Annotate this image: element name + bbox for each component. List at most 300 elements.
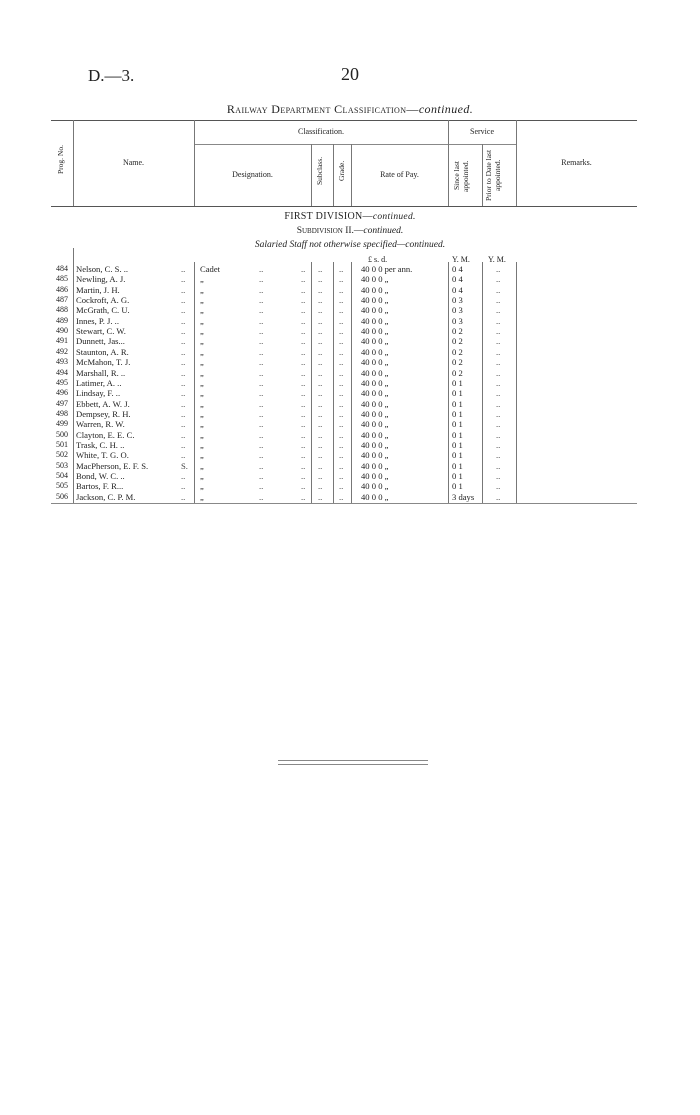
since-last-appointed: 0 4: [452, 274, 463, 285]
table-row: [0, 295, 700, 305]
staff-name: Stewart, C. W.: [76, 326, 126, 337]
staff-name: Dempsey, R. H.: [76, 408, 131, 419]
designation: „: [200, 439, 204, 450]
col-header-rate-of-pay: Rate of Pay.: [380, 170, 419, 179]
designation: „: [200, 460, 204, 471]
staff-name: Warren, R. W.: [76, 419, 125, 430]
grade-leader: ..: [339, 274, 344, 285]
rate-of-pay: 40 0 0 „: [361, 398, 389, 409]
grade-leader: ..: [339, 481, 344, 492]
division-heading: [0, 211, 700, 222]
rate-of-pay: 40 0 0 „: [361, 419, 389, 430]
since-last-appointed: 3 days: [452, 491, 475, 502]
designation-leader: ..: [301, 460, 306, 471]
staff-name: Nelson, C. S. ..: [76, 264, 129, 274]
col-header-designation: Designation.: [232, 170, 273, 179]
name-leader: ..: [181, 346, 186, 357]
prog-no: 492: [56, 346, 68, 356]
col-divider: [311, 144, 312, 206]
prior-to-date: ..: [496, 419, 501, 430]
designation-leader: ..: [259, 450, 264, 461]
designation: „: [200, 450, 204, 461]
designation-leader: ..: [259, 357, 264, 368]
header-top-rule: [51, 120, 637, 121]
designation-leader: ..: [259, 388, 264, 399]
prog-no: 494: [56, 367, 68, 377]
name-leader: ..: [181, 305, 186, 316]
designation: „: [200, 481, 204, 492]
designation-leader: ..: [301, 408, 306, 419]
designation-leader: ..: [301, 429, 306, 440]
subclass-leader: ..: [318, 367, 323, 378]
prior-to-date: ..: [496, 439, 501, 450]
rate-of-pay: 40 0 0 „: [361, 336, 389, 347]
prior-to-date: ..: [496, 429, 501, 440]
grade-leader: ..: [339, 419, 344, 430]
subclass-leader: ..: [318, 429, 323, 440]
col-header-classification: Classification.: [298, 127, 344, 136]
prior-to-date: ..: [496, 377, 501, 388]
rate-of-pay: 40 0 0 „: [361, 357, 389, 368]
staff-name: White, T. G. O.: [76, 450, 129, 461]
table-row: [0, 378, 700, 388]
rate-of-pay: 40 0 0 „: [361, 439, 389, 450]
since-units: Y. M.: [452, 255, 470, 264]
prior-to-date: ..: [496, 471, 501, 481]
table-row: [0, 450, 700, 460]
grade-leader: ..: [339, 315, 344, 326]
designation-leader: ..: [301, 398, 306, 409]
name-leader: S.: [181, 460, 188, 471]
table-row: [0, 430, 700, 440]
staff-name: Newling, A. J.: [76, 274, 126, 285]
designation-leader: ..: [301, 419, 306, 430]
prog-no: 493: [56, 357, 68, 367]
rate-of-pay: 40 0 0 „: [361, 460, 389, 471]
name-leader: ..: [181, 357, 186, 368]
designation-leader: ..: [259, 315, 264, 326]
rate-of-pay: 40 0 0 per ann.: [361, 264, 413, 274]
since-last-appointed: 0 1: [452, 450, 463, 461]
prior-to-date: ..: [496, 491, 501, 502]
page-number: 20: [341, 64, 359, 84]
designation: „: [200, 471, 204, 481]
subclass-leader: ..: [318, 398, 323, 409]
staff-name: Clayton, E. E. C.: [76, 429, 135, 440]
designation-leader: ..: [259, 274, 264, 285]
grade-leader: ..: [339, 429, 344, 440]
staff-name: Martin, J. H.: [76, 284, 120, 295]
subclass-leader: ..: [318, 346, 323, 357]
rate-of-pay: 40 0 0 „: [361, 481, 389, 492]
subclass-leader: ..: [318, 377, 323, 388]
designation-leader: ..: [259, 429, 264, 440]
since-last-appointed: 0 1: [452, 408, 463, 419]
designation-leader: ..: [259, 481, 264, 492]
grade-leader: ..: [339, 439, 344, 450]
designation-leader: ..: [259, 336, 264, 347]
subclass-leader: ..: [318, 388, 323, 399]
designation: Cadet: [200, 264, 221, 274]
grade-leader: ..: [339, 326, 344, 337]
prior-to-date: ..: [496, 305, 501, 316]
table-bottom-rule: [51, 503, 637, 504]
prior-to-date: ..: [496, 315, 501, 326]
rate-of-pay: 40 0 0 „: [361, 408, 389, 419]
grade-leader: ..: [339, 491, 344, 502]
rate-of-pay: 40 0 0 „: [361, 305, 389, 316]
designation: „: [200, 284, 204, 295]
prior-to-date: ..: [496, 481, 501, 492]
designation-leader: ..: [301, 346, 306, 357]
since-last-appointed: 0 3: [452, 315, 463, 326]
subclass-leader: ..: [318, 439, 323, 450]
designation-leader: ..: [301, 274, 306, 285]
prog-no: 489: [56, 315, 68, 325]
designation-leader: ..: [259, 408, 264, 419]
staff-name: Bartos, F. R...: [76, 481, 124, 492]
table-row: [0, 471, 700, 481]
subclass-leader: ..: [318, 264, 323, 274]
prior-to-date: ..: [496, 326, 501, 337]
prior-to-date: ..: [496, 274, 501, 285]
col-header-prog-no: Prog. No.: [56, 145, 65, 175]
prog-no: 503: [56, 460, 68, 470]
name-leader: ..: [181, 481, 186, 492]
prog-no: 484: [56, 264, 68, 273]
rate-of-pay: 40 0 0 „: [361, 367, 389, 378]
designation-leader: ..: [259, 419, 264, 430]
grade-leader: ..: [339, 367, 344, 378]
designation: „: [200, 429, 204, 440]
grade-leader: ..: [339, 264, 344, 274]
grade-leader: ..: [339, 346, 344, 357]
rate-of-pay: 40 0 0 „: [361, 274, 389, 285]
subclass-leader: ..: [318, 357, 323, 368]
designation: „: [200, 326, 204, 337]
name-leader: ..: [181, 398, 186, 409]
name-leader: ..: [181, 336, 186, 347]
staff-name: McGrath, C. U.: [76, 305, 130, 316]
prior-to-date: ..: [496, 398, 501, 409]
designation: „: [200, 419, 204, 430]
rate-of-pay: 40 0 0 „: [361, 388, 389, 399]
col-header-subclass: Subclass.: [315, 156, 324, 186]
since-last-appointed: 0 2: [452, 326, 463, 337]
subclass-leader: ..: [318, 460, 323, 471]
since-last-appointed: 0 1: [452, 388, 463, 399]
designation: „: [200, 295, 204, 306]
staff-name: Cockroft, A. G.: [76, 295, 130, 306]
staff-name: Dunnett, Jas...: [76, 336, 125, 347]
name-leader: ..: [181, 471, 186, 481]
name-leader: ..: [181, 367, 186, 378]
since-last-appointed: 0 2: [452, 336, 463, 347]
grade-leader: ..: [339, 398, 344, 409]
classification-rule: [194, 144, 516, 145]
designation: „: [200, 367, 204, 378]
designation-leader: ..: [259, 326, 264, 337]
grade-leader: ..: [339, 336, 344, 347]
name-leader: ..: [181, 295, 186, 306]
designation-leader: ..: [259, 264, 264, 274]
prog-no: 491: [56, 336, 68, 346]
prior-to-date: ..: [496, 295, 501, 306]
rate-of-pay: 40 0 0 „: [361, 346, 389, 357]
grade-leader: ..: [339, 408, 344, 419]
prior-to-date: ..: [496, 284, 501, 295]
rate-of-pay: 40 0 0 „: [361, 471, 389, 481]
prog-no: 504: [56, 471, 68, 480]
designation-leader: ..: [259, 491, 264, 502]
name-leader: ..: [181, 491, 186, 502]
designation-leader: ..: [259, 460, 264, 471]
subdivision-heading: [0, 226, 700, 236]
col-divider: [482, 144, 483, 206]
designation-leader: ..: [301, 326, 306, 337]
rate-of-pay: 40 0 0 „: [361, 429, 389, 440]
rate-of-pay: 40 0 0 „: [361, 491, 389, 502]
prog-no: 485: [56, 274, 68, 284]
grade-leader: ..: [339, 284, 344, 295]
pay-units: £ s. d.: [368, 255, 388, 264]
since-last-appointed: 0 1: [452, 481, 463, 492]
table-row: [0, 316, 700, 326]
rate-of-pay: 40 0 0 „: [361, 450, 389, 461]
grade-leader: ..: [339, 471, 344, 481]
name-leader: ..: [181, 274, 186, 285]
designation-leader: ..: [301, 284, 306, 295]
prog-no: 505: [56, 481, 68, 491]
designation-leader: ..: [301, 367, 306, 378]
name-leader: ..: [181, 377, 186, 388]
designation-leader: ..: [259, 398, 264, 409]
designation-leader: ..: [301, 336, 306, 347]
table-row: [0, 357, 700, 367]
prior-to-date: ..: [496, 408, 501, 419]
rate-of-pay: 40 0 0 „: [361, 295, 389, 306]
prog-no: 495: [56, 377, 68, 387]
staff-name: Marshall, R. ..: [76, 367, 126, 378]
table-row: [0, 492, 700, 502]
since-last-appointed: 0 2: [452, 357, 463, 368]
table-row: [0, 461, 700, 471]
col-header-service: Service: [470, 127, 494, 136]
staff-name: Latimer, A. ..: [76, 377, 122, 388]
staff-name: Bond, W. C. ..: [76, 471, 125, 481]
subclass-leader: ..: [318, 336, 323, 347]
designation: „: [200, 491, 204, 502]
prior-to-date: ..: [496, 460, 501, 471]
designation-leader: ..: [259, 367, 264, 378]
division-name: FIRST DIVISION—: [284, 211, 373, 222]
end-rule: [278, 764, 428, 765]
designation-leader: ..: [301, 264, 306, 274]
designation: „: [200, 398, 204, 409]
subdivision-continued: continued.: [363, 226, 404, 236]
table-row: [0, 305, 700, 315]
designation-leader: ..: [259, 284, 264, 295]
table-row: [0, 285, 700, 295]
staff-name: MacPherson, E. F. S.: [76, 460, 149, 471]
grade-leader: ..: [339, 388, 344, 399]
designation-leader: ..: [301, 450, 306, 461]
grade-leader: ..: [339, 305, 344, 316]
title-main: Railway Department Classification—: [226, 102, 419, 116]
col-header-remarks: Remarks.: [561, 158, 592, 167]
col-header-name: Name.: [122, 158, 145, 167]
designation-leader: ..: [259, 295, 264, 306]
prog-no: 499: [56, 419, 68, 429]
col-header-prior-to-date: Prior to Date last appointed.: [484, 149, 502, 201]
name-leader: ..: [181, 284, 186, 295]
col-header-grade: Grade.: [337, 160, 346, 182]
name-leader: ..: [181, 450, 186, 461]
rate-of-pay: 40 0 0 „: [361, 315, 389, 326]
prior-to-date: ..: [496, 450, 501, 461]
designation: „: [200, 305, 204, 316]
designation-leader: ..: [301, 377, 306, 388]
prior-to-date: ..: [496, 357, 501, 368]
grade-leader: ..: [339, 450, 344, 461]
table-row: [0, 326, 700, 336]
table-row: [0, 440, 700, 450]
prog-no: 498: [56, 408, 68, 418]
staff-name: Ebbett, A. W. J.: [76, 398, 130, 409]
prog-no: 490: [56, 326, 68, 336]
table-row: [0, 347, 700, 357]
page-reference: D.—3.: [88, 66, 135, 85]
prog-no: 486: [56, 284, 68, 294]
designation: „: [200, 346, 204, 357]
since-last-appointed: 0 1: [452, 460, 463, 471]
name-leader: ..: [181, 326, 186, 337]
col-header-since-last: Since last appointed.: [452, 160, 470, 192]
grade-leader: ..: [339, 357, 344, 368]
staff-name: Lindsay, F. ..: [76, 388, 121, 399]
subclass-leader: ..: [318, 491, 323, 502]
prior-to-date: ..: [496, 367, 501, 378]
table-row: [0, 388, 700, 398]
designation-leader: ..: [301, 315, 306, 326]
designation-leader: ..: [259, 346, 264, 357]
designation-leader: ..: [301, 439, 306, 450]
designation-leader: ..: [301, 305, 306, 316]
prog-no: 488: [56, 305, 68, 315]
subclass-leader: ..: [318, 408, 323, 419]
prior-to-date: ..: [496, 264, 501, 274]
subclass-leader: ..: [318, 295, 323, 306]
since-last-appointed: 0 3: [452, 305, 463, 316]
prog-no: 502: [56, 450, 68, 460]
staff-name: Staunton, A. R.: [76, 346, 129, 357]
subclass-leader: ..: [318, 284, 323, 295]
designation-leader: ..: [259, 439, 264, 450]
subclass-leader: ..: [318, 315, 323, 326]
prog-no: 501: [56, 439, 68, 449]
staff-name: Innes, P. J. ..: [76, 315, 119, 326]
name-leader: ..: [181, 419, 186, 430]
table-row: [0, 399, 700, 409]
rate-of-pay: 40 0 0 „: [361, 326, 389, 337]
subclass-leader: ..: [318, 274, 323, 285]
since-last-appointed: 0 2: [452, 346, 463, 357]
name-leader: ..: [181, 388, 186, 399]
designation: „: [200, 336, 204, 347]
since-last-appointed: 0 1: [452, 377, 463, 388]
designation: „: [200, 357, 204, 368]
designation-leader: ..: [301, 295, 306, 306]
col-divider: [333, 144, 334, 206]
designation: „: [200, 274, 204, 285]
designation-leader: ..: [301, 357, 306, 368]
prog-no: 487: [56, 295, 68, 305]
since-last-appointed: 0 1: [452, 439, 463, 450]
header-bottom-rule: [51, 206, 637, 207]
designation: „: [200, 408, 204, 419]
rate-of-pay: 40 0 0 „: [361, 284, 389, 295]
staff-name: McMahon, T. J.: [76, 357, 131, 368]
designation-leader: ..: [301, 388, 306, 399]
since-last-appointed: 0 2: [452, 367, 463, 378]
end-rule: [278, 760, 428, 761]
page-title: [0, 102, 700, 117]
designation: „: [200, 377, 204, 388]
since-last-appointed: 0 4: [452, 284, 463, 295]
since-last-appointed: 0 3: [452, 295, 463, 306]
designation-leader: ..: [259, 471, 264, 481]
designation-leader: ..: [259, 377, 264, 388]
subclass-leader: ..: [318, 450, 323, 461]
since-last-appointed: 0 4: [452, 264, 463, 274]
table-row: [0, 481, 700, 491]
designation: „: [200, 388, 204, 399]
prog-no: 506: [56, 491, 68, 501]
grade-leader: ..: [339, 377, 344, 388]
table-row: [0, 264, 700, 274]
subclass-leader: ..: [318, 419, 323, 430]
subclass-leader: ..: [318, 305, 323, 316]
prior-to-date: ..: [496, 388, 501, 399]
subdivision-name: Subdivision II.—: [296, 226, 364, 236]
grade-leader: ..: [339, 295, 344, 306]
name-leader: ..: [181, 429, 186, 440]
designation-leader: ..: [301, 471, 306, 481]
name-leader: ..: [181, 408, 186, 419]
designation-leader: ..: [259, 305, 264, 316]
staff-name: Trask, C. H. ..: [76, 439, 125, 450]
designation-leader: ..: [301, 481, 306, 492]
staff-heading: Salaried Staff not otherwise specified—continued.: [254, 240, 446, 250]
table-row: [0, 419, 700, 429]
rate-of-pay: 40 0 0 „: [361, 377, 389, 388]
since-last-appointed: 0 1: [452, 398, 463, 409]
title-continued: continued.: [418, 102, 474, 116]
subclass-leader: ..: [318, 471, 323, 481]
division-continued: continued.: [372, 212, 416, 222]
name-leader: ..: [181, 264, 186, 274]
name-leader: ..: [181, 439, 186, 450]
subclass-leader: ..: [318, 326, 323, 337]
subclass-leader: ..: [318, 481, 323, 492]
prior-to-date: ..: [496, 336, 501, 347]
table-row: [0, 368, 700, 378]
since-last-appointed: 0 1: [452, 419, 463, 430]
table-row: [0, 409, 700, 419]
prior-to-date: ..: [496, 346, 501, 357]
prior-units: Y. M.: [488, 255, 506, 264]
table-row: [0, 336, 700, 346]
